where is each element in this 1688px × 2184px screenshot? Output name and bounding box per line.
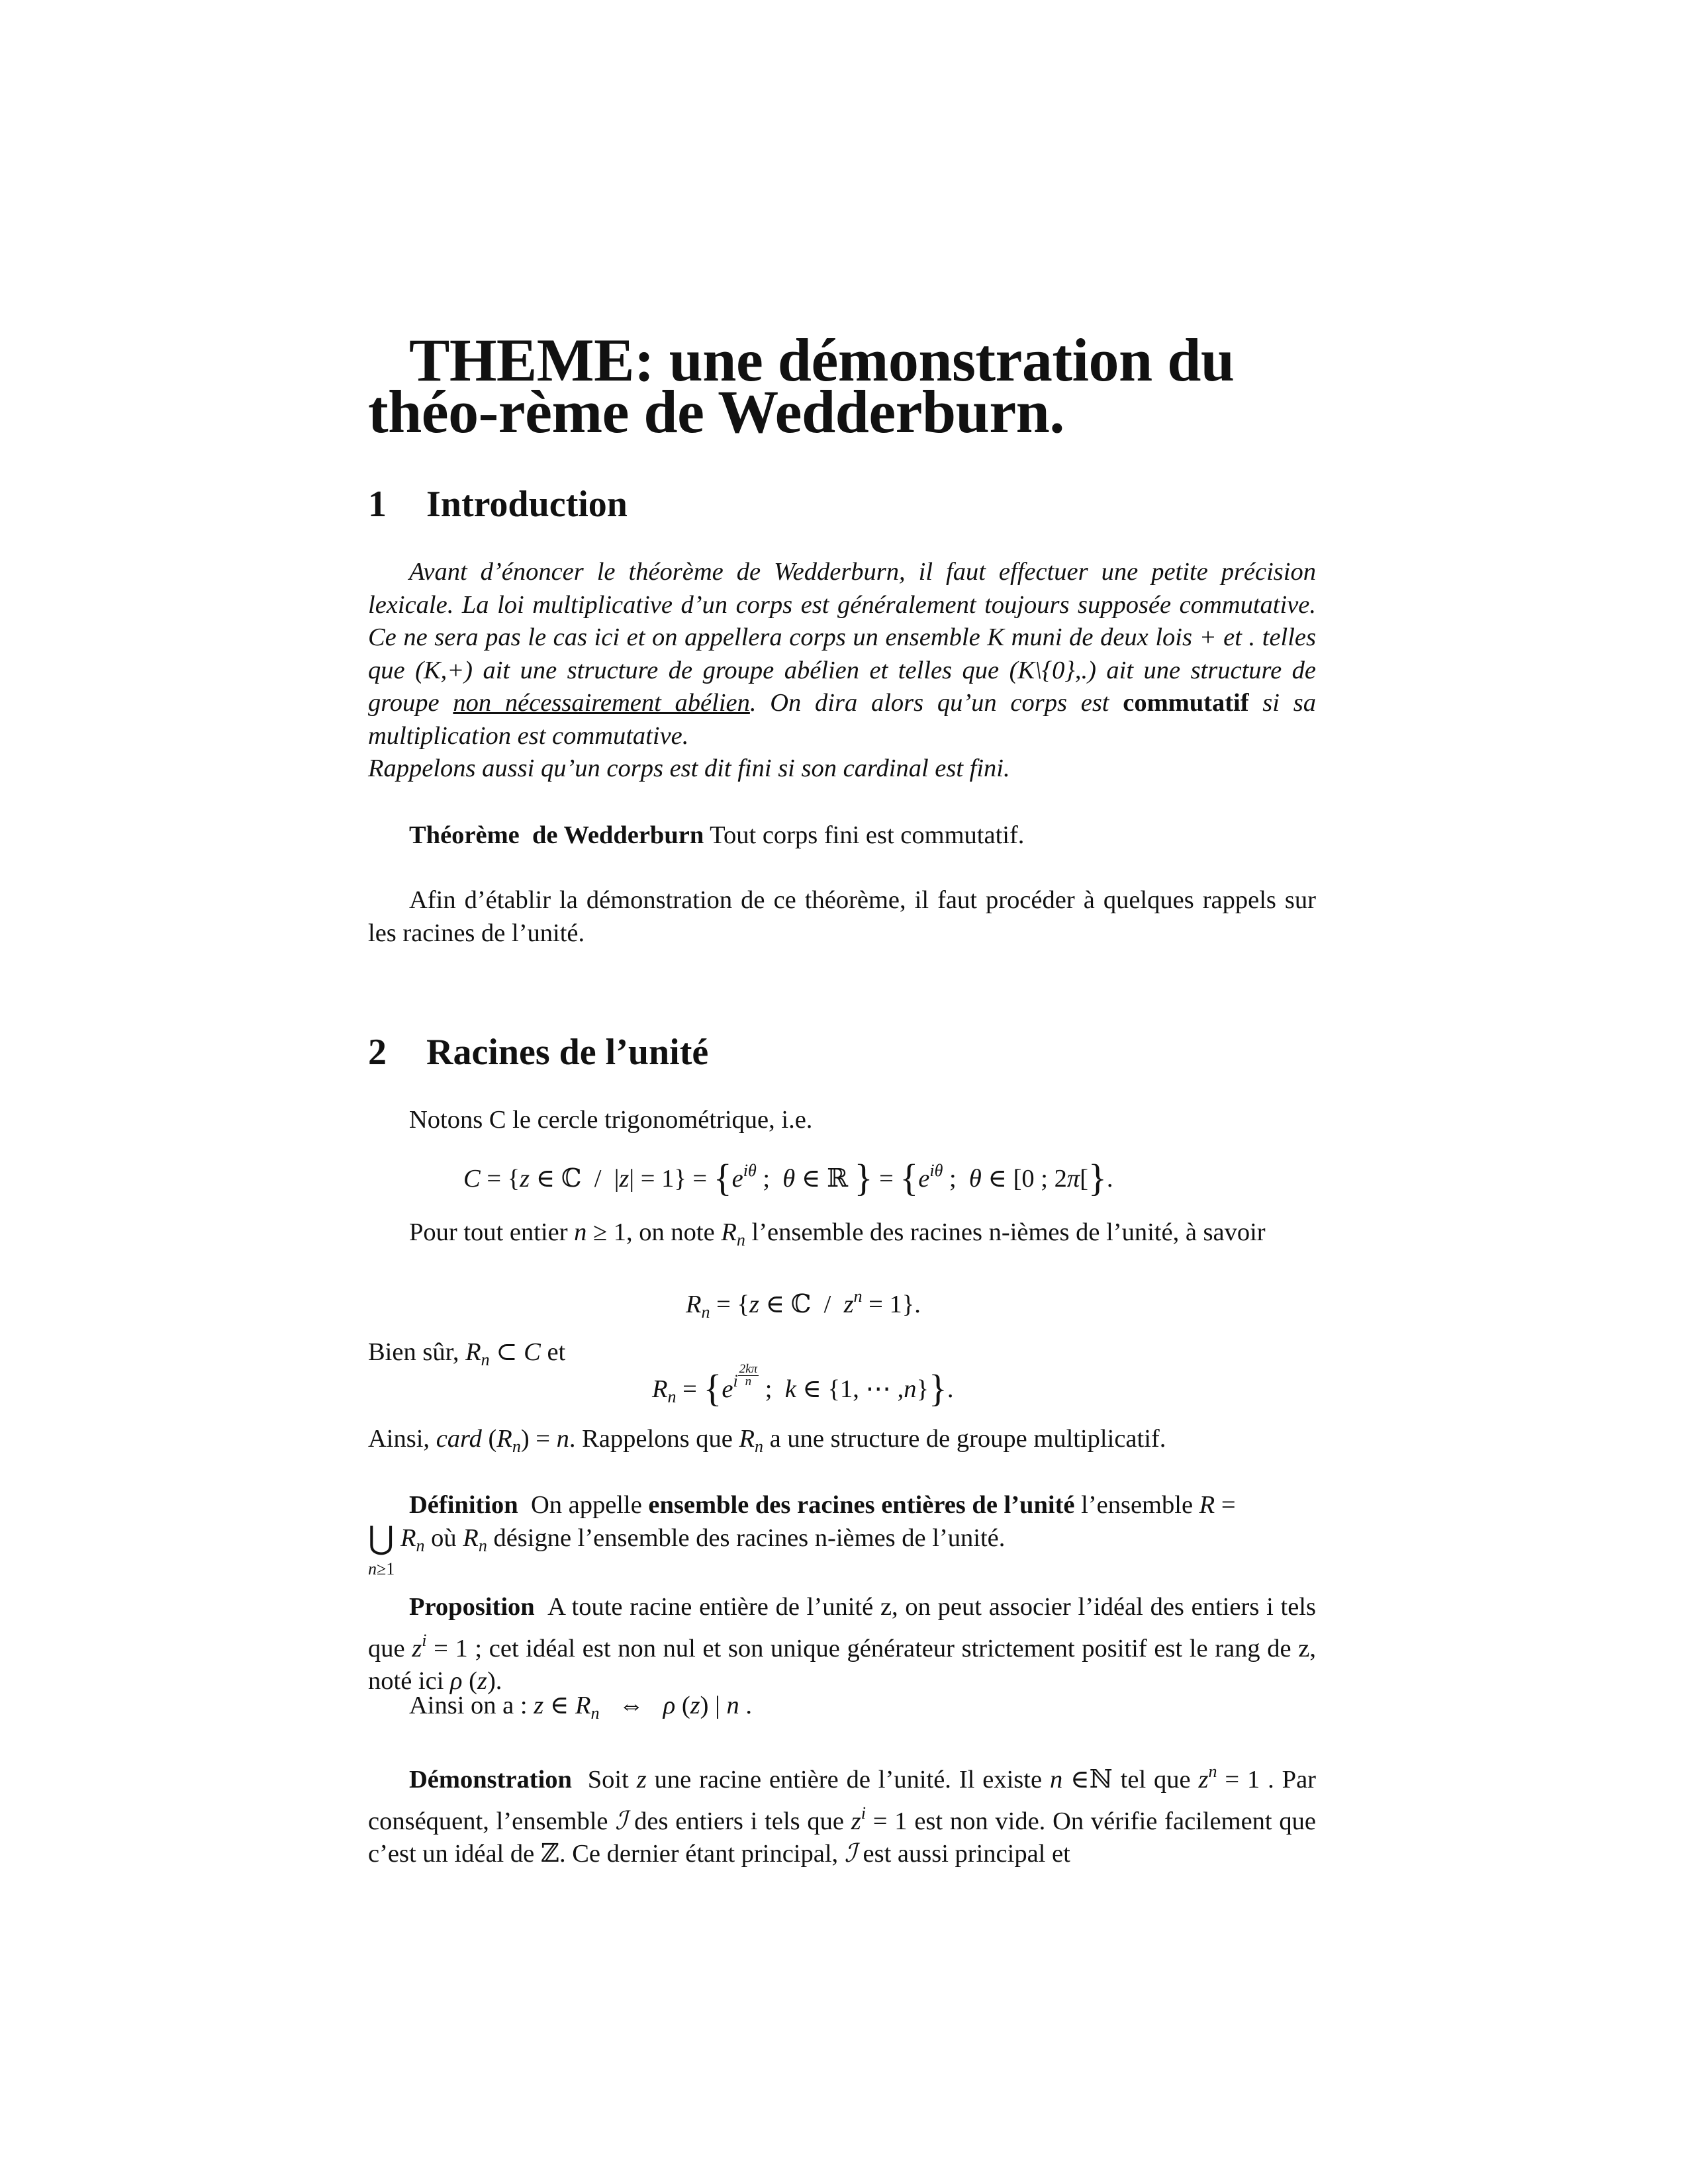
- text: , on note: [626, 1218, 722, 1246]
- ainsi-card-line: Ainsi, card $(R_n) = n$. Rappelons que $R_n$ a une structure de groupe multiplicatif.: [368, 1425, 1166, 1456]
- ainsi-on-a-line: Ainsi on a : z ∈ $R_n$ ⇔ ρ (z) | n .: [409, 1692, 752, 1723]
- text: Bien sûr,: [368, 1338, 466, 1366]
- definition-union-line: ⋃ $R_n$ où $R_n$ désigne l’ensemble des racines n-ièmes de l’unité.: [368, 1521, 1006, 1556]
- section-heading-introduction: [368, 483, 628, 525]
- pour-tout-paragraph: Pour tout entier n ≥ 1, on note $R_n$ l’ensemble des racines n-ièmes de l’unité, à savoir: [409, 1218, 1266, 1250]
- text: ; cet idéal est non nul et son unique générateur strictement positif est le rang de z, noté ici: [368, 1634, 1316, 1695]
- demonstration-label: Démonstration: [409, 1766, 572, 1794]
- text: est aussi principal et: [856, 1840, 1070, 1868]
- text: Ainsi on a :: [409, 1692, 534, 1719]
- text: On appelle: [518, 1491, 649, 1519]
- section-number: 1: [368, 484, 387, 525]
- text: si sa multiplication est commutative.: [368, 689, 1316, 750]
- text: a une structure de groupe multiplicatif.: [763, 1425, 1166, 1453]
- text: . Rappelons que: [569, 1425, 739, 1453]
- text: Avant d’énoncer le théorème de Wedderburn, il faut effectuer une petite précision lexicale. La loi multiplicative d’un corps est généralement toujours supposée commutative. Ce ne sera pas le cas ici et on appellera corps un ensemble K muni de deux lois + et . telles que (K,+) ait une structure de groupe abélien et telles que (K\{0},.) ait une structure de groupe: [368, 558, 1316, 717]
- text: l’ensemble des racines n-ièmes de l’unité, à savoir: [745, 1218, 1266, 1246]
- theorem-label: Théorème de Wedderburn: [409, 821, 704, 849]
- intro-paragraph: [368, 556, 1316, 786]
- text: des entiers i tels que: [627, 1807, 851, 1835]
- section-number: 2: [368, 1032, 387, 1073]
- equation-circle: C = {z ∈ ℂ / $|z| = 1\} = \{e^{i\theta}$ ; θ ∈ ℝ } = {$e^{i\theta}$ ; θ ∈ [0 ; 2π[}.: [463, 1156, 1113, 1199]
- text: tel que: [1112, 1766, 1199, 1794]
- bold-term: commutatif: [1123, 689, 1249, 717]
- text: . On dira alors qu’un corps est: [749, 689, 1123, 717]
- text: . Par conséquent, l’ensemble: [368, 1766, 1316, 1835]
- proposition-paragraph: Proposition A toute racine entière de l’unité z, on peut associer l’idéal des entiers i tels que $z^i = 1$ ; cet idéal est non nul et son unique générateur strictement positif est le rang de z, noté ici ρ (z).: [368, 1593, 1323, 1695]
- text: A toute racine entière de l’unité z, on peut associer l’idéal des entiers i tels que: [368, 1593, 1323, 1662]
- definition-label: Définition: [409, 1491, 518, 1519]
- section-heading-racines: [368, 1031, 708, 1073]
- text: l’ensemble: [1074, 1491, 1199, 1519]
- text: une racine entière de l’unité. Il existe: [646, 1766, 1050, 1794]
- text: Rappelons aussi qu’un corps est dit fini si son cardinal est fini.: [368, 754, 1010, 782]
- text: . Ce dernier étant principal,: [559, 1840, 845, 1868]
- intro-conclusion-paragraph: Afin d’établir la démonstration de ce théorème, il faut procéder à quelques rappels sur les racines de l’unité.: [368, 886, 1316, 947]
- notons-paragraph: Notons C le cercle trigonométrique, i.e.: [409, 1106, 813, 1134]
- equation-rn-exponential: $R_n = \{e^i$ $\frac{2k\pi}{n}$ ; k ∈ {1, ⋯ ,n}}.: [652, 1362, 954, 1410]
- text: et: [540, 1338, 566, 1366]
- text: Soit: [571, 1766, 637, 1794]
- text: est non vide. On vérifie facilement que c’est un idéal de: [368, 1807, 1316, 1868]
- text: .: [495, 1667, 502, 1695]
- section-title: Introduction: [426, 484, 628, 525]
- theorem-statement: [368, 819, 1316, 852]
- demonstration-paragraph: Démonstration Soit z une racine entière de l’unité. Il existe n ∈ℕ tel que $z^n = 1$ . Par conséquent, l’ensemble ℐ des entiers i tels que $z^i = 1$ est non vide. On vérifie facilement que c’est un idéal de ℤ. Ce dernier étant principal, ℐ est aussi principal et: [368, 1762, 1316, 1868]
- equation-rn-definition: $R_n = \{z$ ∈ ℂ / $z^n = 1$}.: [686, 1287, 921, 1322]
- union-subscript: n≥1: [368, 1559, 395, 1578]
- text: où: [424, 1524, 463, 1552]
- section-title: Racines de l’unité: [426, 1032, 709, 1073]
- theorem-text: Tout corps fini est commutatif.: [704, 821, 1025, 849]
- page-title: THEME: une démonstration du théo-rème de Wedderburn.: [368, 326, 1235, 445]
- text: Pour tout entier: [409, 1218, 575, 1246]
- proposition-label: Proposition: [409, 1593, 535, 1621]
- bold-term: ensemble des racines entières de l’unité: [648, 1491, 1075, 1519]
- definition-paragraph: Définition On appelle ensemble des racines entières de l’unité l’ensemble R =: [409, 1491, 1236, 1519]
- underlined-text: non nécessairement abélien: [453, 689, 750, 717]
- bien-sur-line: Bien sûr, $R_n$ ⊂ C et: [368, 1338, 566, 1369]
- text: désigne l’ensemble des racines n-ièmes de l’unité.: [487, 1524, 1006, 1552]
- text: Ainsi,: [368, 1425, 436, 1453]
